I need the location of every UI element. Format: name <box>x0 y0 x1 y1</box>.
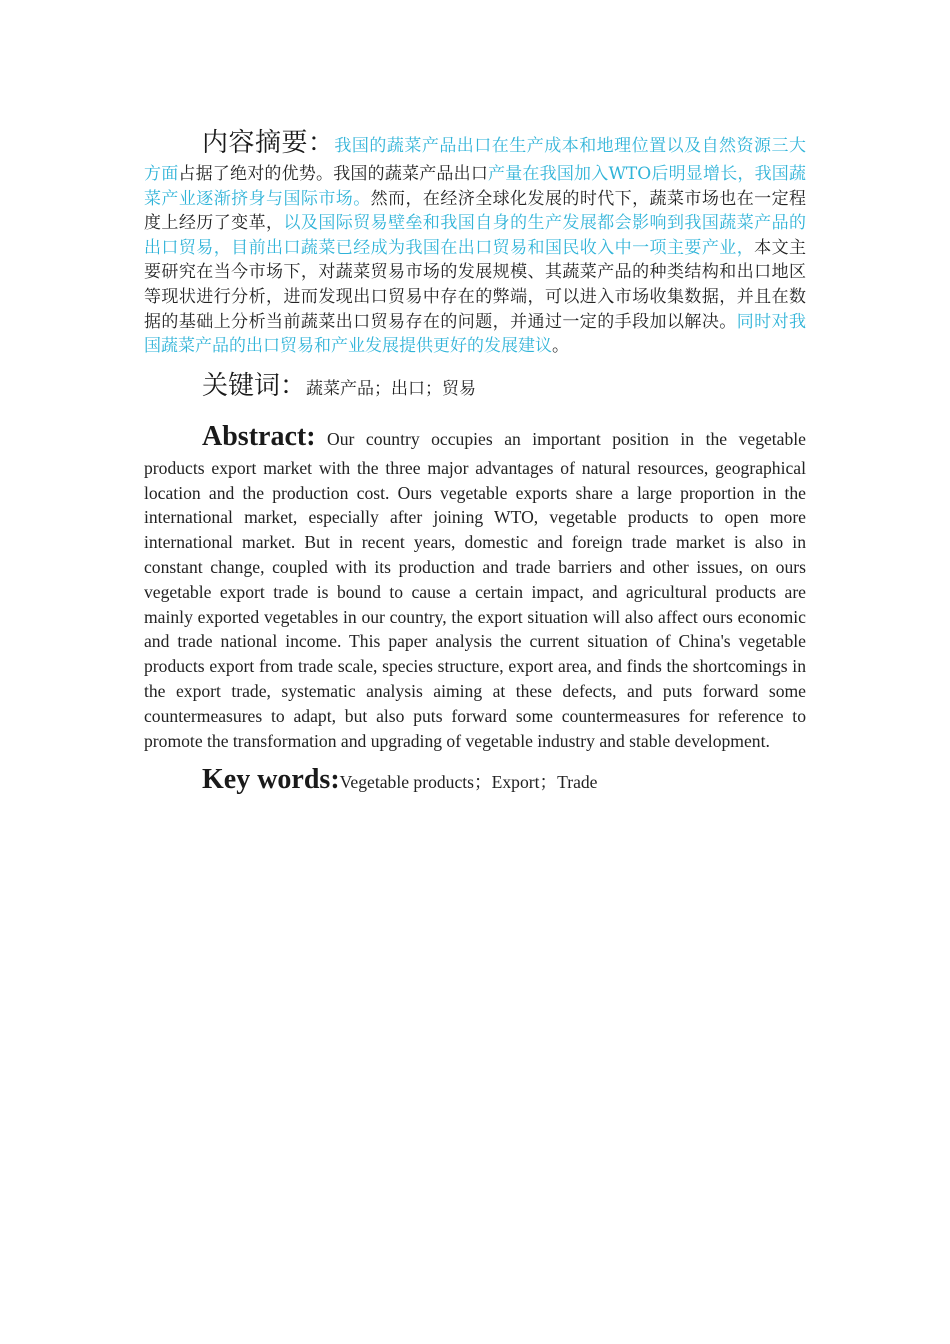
abstract-zh-segment: 本文主要研究在当今市场下，对蔬菜贸易市场的发展规模、其蔬菜产品的种类结构和出口地区等现状进行分析，进而发现出口贸易中存在的弊端，可以进入市场收集数据，并且在数据的基础上分析当前蔬菜出口贸易存在的问题，并通过一定的手段加以解决。 <box>144 237 807 332</box>
abstract-en-text: Our country occupies an important position in the vegetable products export market with the three major advantages of natural resources, geographical location and the production cost. Ours vegetable exports share a large proportion in the international market, especially after joining WTO, vegetable products to open more international market. But in recent years, domestic and foreign trade market is also in constant change, coupled with its production and trade barriers and other issues, on ours vegetable export trade is bound to cause a certain impact, and agricultural products are mainly exported vegetables in our country, the export situation will also affect ours economic and trade national income. This paper analysis the current situation of China's vegetable products export from trade scale, species structure, export area, and finds the shortcomings in the export trade, systematic analysis aiming at these defects, and puts forward some countermeasures to adapt, but also puts forward some countermeasures for reference to promote the transformation and upgrading of vegetable industry and stable development. <box>144 428 806 751</box>
abstract-zh-segment: 然而，在经济全球化发展的时代下，蔬菜市场也在一定程度上经历了变革， <box>144 188 807 234</box>
keywords-en-label: Key words: <box>202 764 340 796</box>
keywords-zh-text: 蔬菜产品；出口；贸易 <box>306 378 477 399</box>
abstract-zh-segment: 同时对我国蔬菜产品的出口贸易和产业发展提供更好的发展建议 <box>144 311 807 357</box>
abstract-en-paragraph <box>144 418 806 754</box>
abstract-zh-label: 内容摘要： <box>202 128 335 158</box>
abstract-zh-segment: 占据了绝对的优势。我国的蔬菜产品出口 <box>178 164 489 184</box>
abstract-en-label: Abstract: <box>202 420 316 452</box>
keywords-en-paragraph <box>144 761 806 801</box>
abstract-zh-paragraph <box>144 124 806 359</box>
abstract-zh-segment: 我国的蔬菜产品出口在生产成本和地理位置以及自然资源三大方面 <box>144 136 806 184</box>
abstract-content <box>144 124 806 801</box>
abstract-zh-segment: 。 <box>552 336 569 357</box>
abstract-zh-segment: 产量在我国加入WTO后明显增长，我国蔬菜产业逐渐挤身与国际市场。 <box>144 164 807 209</box>
keywords-zh-label: 关键词： <box>202 370 307 401</box>
keywords-en-text: Vegetable products；Export；Trade <box>339 772 598 793</box>
keywords-zh-paragraph <box>144 367 806 408</box>
abstract-zh-segment: 以及国际贸易壁垒和我国自身的生产发展都会影响到我国蔬菜产品的出口贸易，目前出口蔬菜已经成为我国在出口贸易和国民收入中一项主要产业， <box>144 213 807 258</box>
